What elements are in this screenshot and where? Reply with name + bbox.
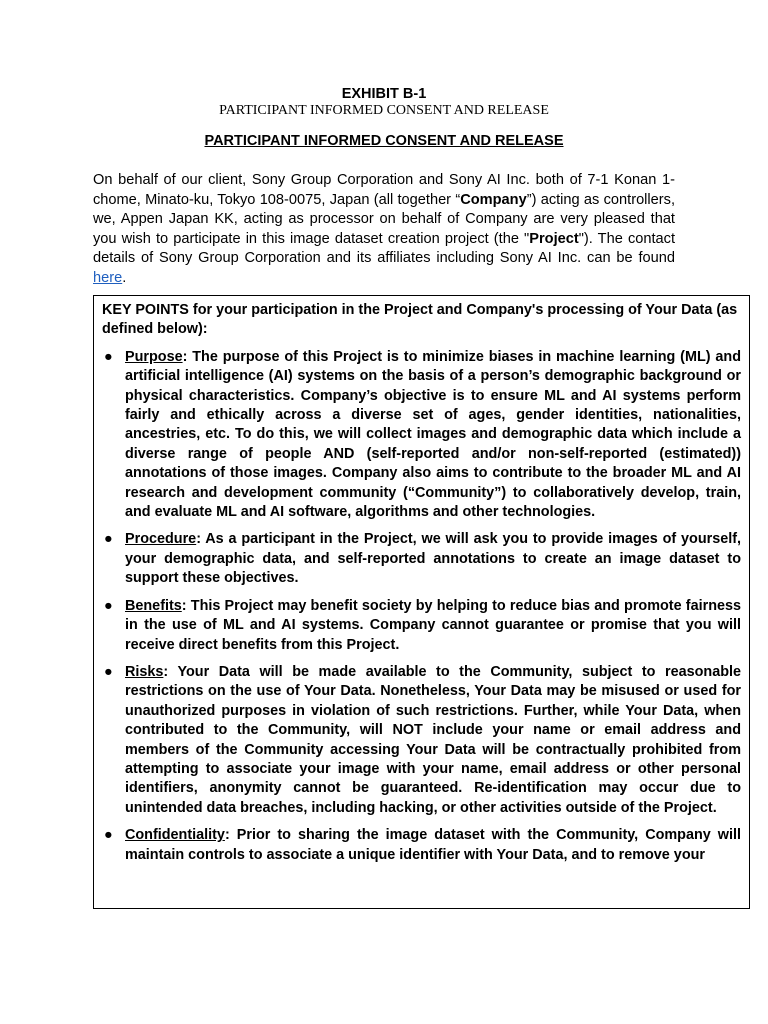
key-point-text: : This Project may benefit society by helping to reduce bias and promote fairness in the use of ML and AI systems. Company cannot guarantee or promise that you will receive direct benefits from this Project.: [125, 597, 741, 653]
key-point-text: : As a participant in the Project, we will ask you to provide images of yourself, your demographic data, and self-reported annotations to create an image dataset to support these objectives.: [125, 531, 741, 587]
exhibit-label: EXHIBIT B-1: [341, 86, 427, 102]
key-point-purpose: [102, 348, 741, 523]
bullet-icon: ●: [104, 663, 113, 680]
key-point-confidentiality: [102, 826, 741, 865]
key-point-term: Benefits: [125, 597, 182, 614]
company-term: Company: [460, 191, 527, 208]
key-point-term: Purpose: [125, 348, 183, 365]
key-point-term: Procedure: [125, 531, 197, 548]
bullet-icon: ●: [104, 827, 113, 844]
project-term: Project: [529, 230, 579, 247]
contact-details-link[interactable]: here: [93, 269, 123, 286]
bullet-icon: ●: [104, 597, 113, 614]
key-point-text: : Prior to sharing the image dataset with the Community, Company will maintain controls to associate a unique identifier with Your Data, and to remove your: [125, 827, 741, 863]
key-points-list: [102, 348, 741, 865]
bullet-icon: ●: [104, 531, 113, 548]
intro-text-3: "). The contact details of Sony Group Corporation and its affiliates including Sony AI Inc. can be found: [93, 230, 675, 267]
key-point-benefits: [102, 597, 741, 655]
bullet-icon: ●: [104, 348, 113, 365]
key-point-risks: [102, 663, 741, 818]
exhibit-subtitle: PARTICIPANT INFORMED CONSENT AND RELEASE: [219, 103, 549, 118]
intro-text-4: .: [122, 269, 127, 286]
key-point-procedure: [102, 530, 741, 588]
key-points-box: [93, 295, 750, 909]
intro-paragraph: [93, 171, 675, 289]
document-title: PARTICIPANT INFORMED CONSENT AND RELEASE: [204, 133, 564, 149]
key-points-heading: KEY POINTS for your participation in the Project and Company's processing of Your Data (as defined below):: [102, 302, 738, 338]
key-point-term: Risks: [125, 663, 164, 680]
intro-text-1: On behalf of our client, Sony Group Corporation and Sony AI Inc. both of 7-1 Konan 1-chome, Minato-ku, Tokyo 108-0075, Japan (all together “: [93, 172, 675, 208]
key-point-text: : The purpose of this Project is to minimize biases in machine learning (ML) and artificial intelligence (AI) systems on the basis of a person’s demographic background or physical characteristics. Company’s objective is to ensure ML and AI systems perform fairly and ethically across a diverse set of ages, gender identities, nationalities, ancestries, etc. To do this, we will collect images and demographic data which include a diverse range of people AND (self-reported and/or non-self-reported (estimated)) annotations of those images. Company also aims to contribute to the broader ML and AI research and development community (“Community”) to collaboratively develop, train, and evaluate ML and AI software, algorithms and other technologies.: [125, 348, 741, 521]
key-point-term: Confidentiality: [125, 827, 225, 844]
key-point-text: : Your Data will be made available to the Community, subject to reasonable restrictions on the use of Your Data. Nonetheless, Your Data may be misused or used for unauthorized purposes in violation of such restrictions. Further, while Your Data, when contributed to the Community, will NOT include your name or email address and members of the Community accessing Your Data will be contractually prohibited from attempting to associate your image with your name, email address or other personal identifiers, anonymity cannot be guaranteed. Re-identification may occur due to unintended data breaches, including hacking, or other activities outside of the Project.: [125, 663, 741, 816]
intro-text-2: ”) acting as controllers, we, Appen Japan KK, acting as processor on behalf of Company are very pleased that you wish to participate in this image dataset creation project (the ": [93, 191, 675, 247]
